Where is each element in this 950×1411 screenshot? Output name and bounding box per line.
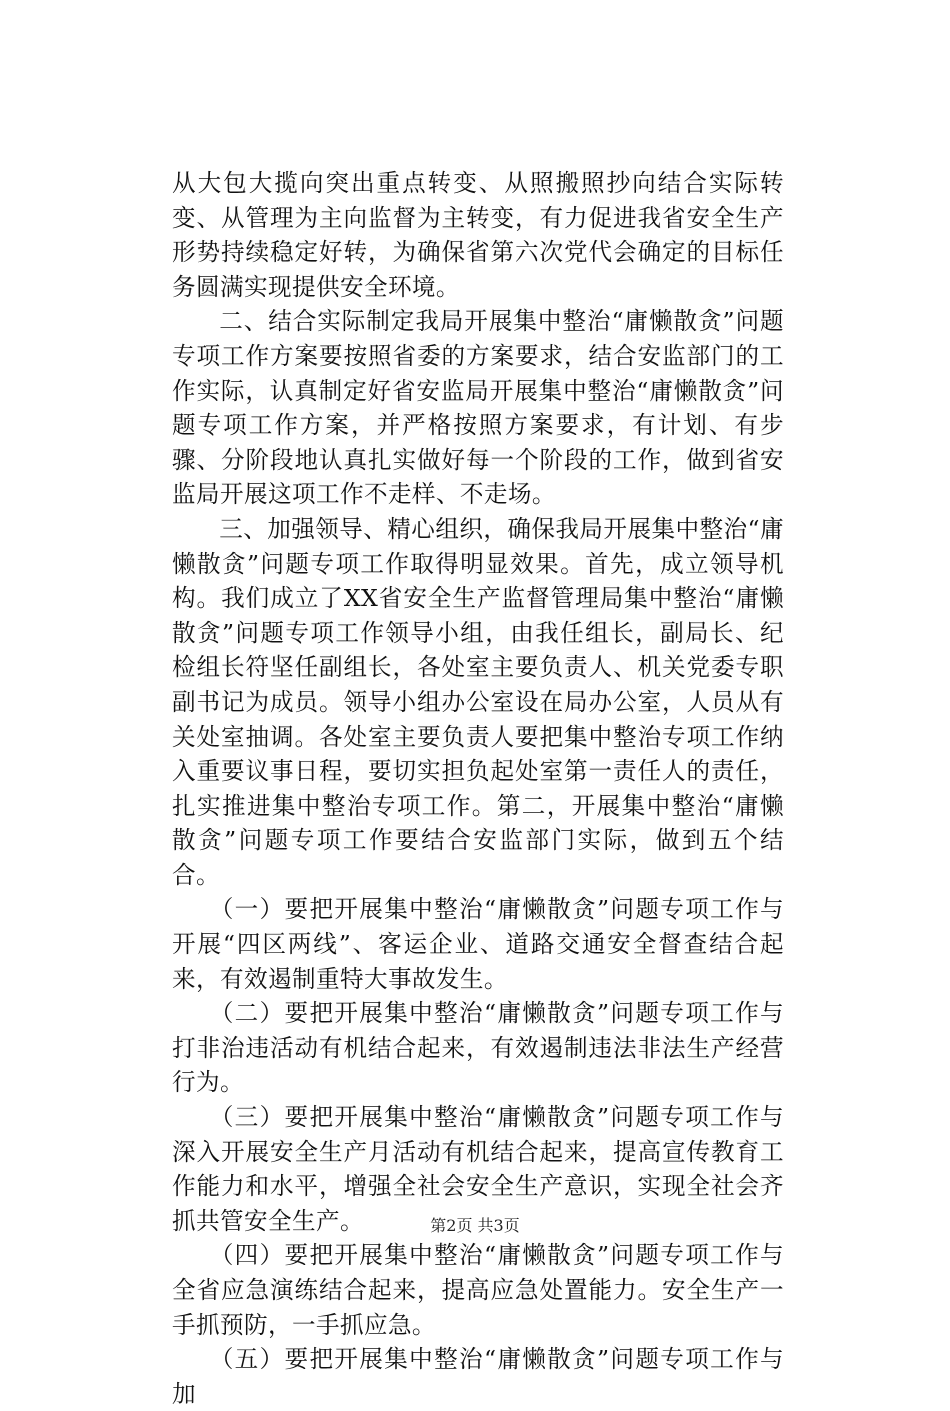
paragraph-item-one: （一）要把开展集中整治“庸懒散贪”问题专项工作与开展“四区两线”、客运企业、道路交通安全督查结合起来，有效遏制重特大事故发生。 [172, 895, 784, 993]
paragraph-continuation: 从大包大揽向突出重点转变、从照搬照抄向结合实际转变、从管理为主向监督为主转变，有力促进我省安全生产形势持续稳定好转，为确保省第六次党代会确定的目标任务圆满实现提供安全环境。 [172, 169, 784, 301]
paragraph-section-three: 三、加强领导、精心组织，确保我局开展集中整治“庸懒散贪”问题专项工作取得明显效果。首先，成立领导机构。我们成立了XX省安全生产监督管理局集中整治“庸懒散贪”问题专项工作领导小组，由我任组长，副局长、纪检组长符坚任副组长，各处室主要负责人、机关党委专职副书记为成员。领导小组办公室设在局办公室，人员从有关处室抽调。各处室主要负责人要把集中整治专项工作纳入重要议事日程，要切实担负起处室第一责任人的责任，扎实推进集中整治专项工作。第二，开展集中整治“庸懒散贪”问题专项工作要结合安监部门实际，做到五个结合。 [172, 514, 784, 889]
paragraph-item-three: （三）要把开展集中整治“庸懒散贪”问题专项工作与深入开展安全生产月活动有机结合起来，提高宣传教育工作能力和水平，增强全社会安全生产意识，实现全社会齐抓共管安全生产。 [172, 1103, 784, 1235]
paragraph-item-two: （二）要把开展集中整治“庸懒散贪”问题专项工作与打非治违活动有机结合起来，有效遏制违法非法生产经营行为。 [172, 999, 784, 1097]
paragraph-item-four: （四）要把开展集中整治“庸懒散贪”问题专项工作与全省应急演练结合起来，提高应急处置能力。安全生产一手抓预防，一手抓应急。 [172, 1241, 784, 1339]
page-number-footer: 第2页 共3页 [430, 1216, 520, 1235]
paragraph-section-two: 二、结合实际制定我局开展集中整治“庸懒散贪”问题专项工作方案要按照省委的方案要求，结合安监部门的工作实际，认真制定好省安监局开展集中整治“庸懒散贪”问题专项工作方案，并严格按照方案要求，有计划、有步骤、分阶段地认真扎实做好每一个阶段的工作，做到省安监局开展这项工作不走样、不走场。 [172, 307, 784, 509]
paragraph-item-five: （五）要把开展集中整治“庸懒散贪”问题专项工作与加 [172, 1345, 784, 1408]
